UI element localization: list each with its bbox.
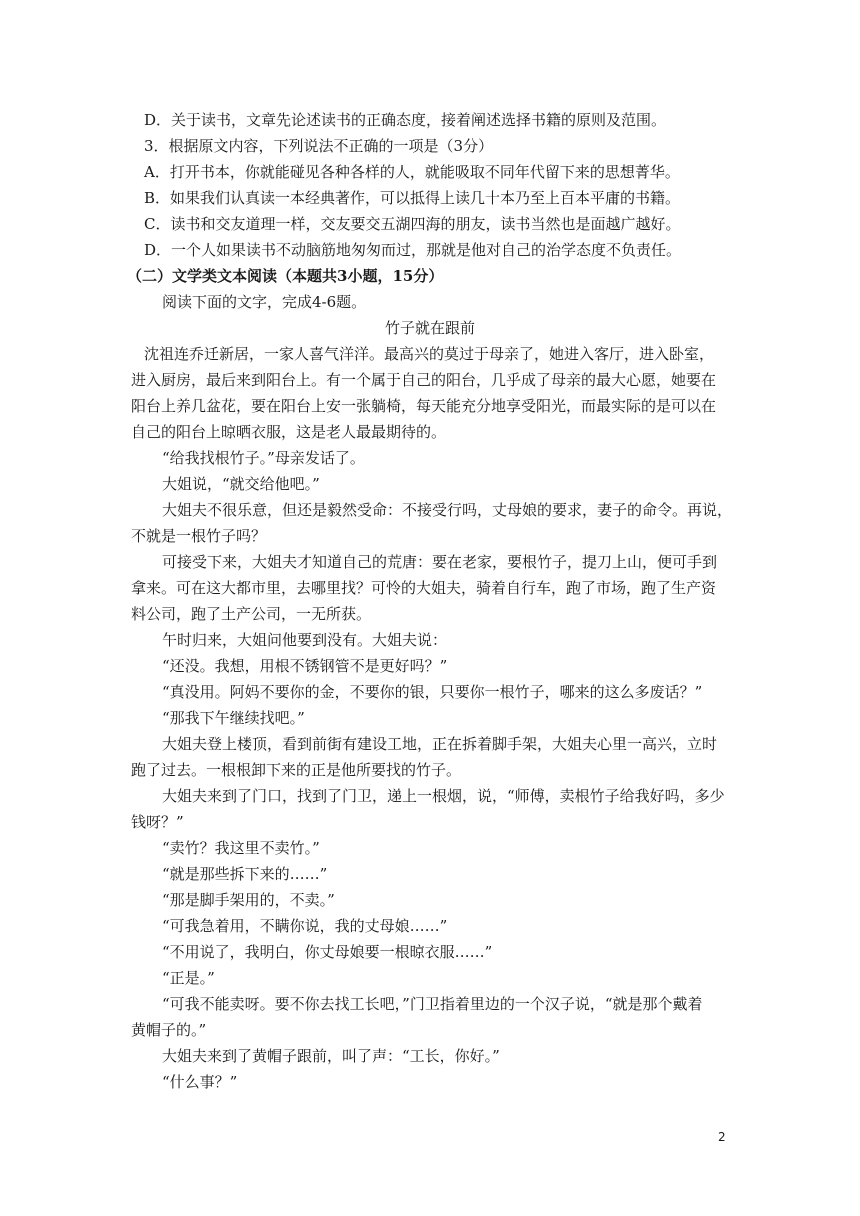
story-line: 大姐说，“就交给他吧。” (162, 475, 320, 493)
story-line: 拿来。可在这大都市里，去哪里找？可怜的大姐夫，骑着自行车，跑了市场，跑了生产资 (131, 579, 717, 597)
q3-option-d: D．一个人如果读书不动脑筋地匆匆而过，那就是他对自己的治学态度不负责任。 (144, 241, 682, 259)
story-line: 午时归来，大姐问他要到没有。大姐夫说： (162, 631, 448, 649)
story-line: “不用说了，我明白，你丈母娘要一根晾衣服……” (162, 943, 493, 961)
story-line: 进入厨房，最后来到阳台上。有一个属于自己的阳台，几乎成了母亲的最大心愿，她要在 (131, 371, 717, 389)
story-line: 钱呀？” (131, 813, 184, 831)
q3-option-b: B．如果我们认真读一本经典著作，可以抵得上读几十本乃至上百本平庸的书籍。 (144, 189, 681, 207)
story-line: “就是那些拆下来的……” (162, 865, 328, 883)
story-line: “给我找根竹子。”母亲发话了。 (162, 449, 365, 467)
story-line: 黄帽子的。” (131, 1021, 207, 1039)
story-line: “正是。” (162, 969, 215, 987)
story-line: 阳台上养几盆花，要在阳台上安一张躺椅，每天能充分地享受阳光，而最实际的是可以在 (131, 397, 717, 415)
story-title: 竹子就在跟前 (384, 319, 475, 337)
section-heading: （二）文学类文本阅读（本题共3小题，15分） (127, 267, 444, 285)
story-line: “那是脚手架用的，不卖。” (162, 891, 335, 909)
story-line: “什么事？” (162, 1073, 238, 1091)
story-line: 沈祖连乔迁新居，一家人喜气洋洋。最高兴的莫过于母亲了，她进入客厅，进入卧室， (144, 345, 715, 363)
story-line: 大姐夫不很乐意，但还是毅然受命：不接受行吗，丈母娘的要求，妻子的命令。再说， (162, 501, 733, 519)
story-line: 可接受下来，大姐夫才知道自己的荒唐：要在老家，要根竹子，提刀上山，便可手到 (162, 553, 718, 571)
story-line: 大姐夫登上楼顶，看到前街有建设工地，正在拆着脚手架，大姐夫心里一高兴，立时 (162, 735, 718, 753)
story-line: “还没。我想，用根不锈钢管不是更好吗？” (162, 657, 448, 675)
story-line: 跑了过去。一根根卸下来的正是他所要找的竹子。 (131, 761, 462, 779)
q2-option-d: D．关于读书，文章先论述读书的正确态度，接着阐述选择书籍的原则及范围。 (144, 111, 667, 129)
story-line: 自己的阳台上晾晒衣服，这是老人最最期待的。 (131, 423, 447, 441)
section-instruction: 阅读下面的文字，完成4-6题。 (162, 293, 367, 311)
story-line: 大姐夫来到了黄帽子跟前，叫了声：“工长，你好。” (162, 1047, 500, 1065)
story-line: 不就是一根竹子吗？ (131, 527, 267, 545)
story-line: 大姐夫来到了门口，找到了门卫，递上一根烟，说，“师傅，卖根竹子给我好吗，多少 (162, 787, 725, 805)
story-line: “可我不能卖呀。要不你去找工长吧，”门卫指着里边的一个汉子说，“就是那个戴着 (162, 995, 703, 1013)
q3-option-a: A．打开书本，你就能碰见各种各样的人，就能吸取不同年代留下来的思想菁华。 (144, 163, 680, 181)
story-line: 料公司，跑了土产公司，一无所获。 (131, 605, 372, 623)
story-line: “那我下午继续找吧。” (162, 709, 305, 727)
q3-stem: 3．根据原文内容，下列说法不正确的一项是（3分） (144, 137, 494, 155)
story-line: “卖竹？我这里不卖竹。” (162, 839, 320, 857)
story-line: “真没用。阿妈不要你的金，不要你的银，只要你一根竹子，哪来的这么多废话？” (162, 683, 703, 701)
page-number: 2 (718, 1130, 726, 1144)
q3-option-c: C．读书和交友道理一样，交友要交五湖四海的朋友，读书当然也是面越广越好。 (144, 215, 681, 233)
story-line: “可我急着用，不瞒你说，我的丈母娘……” (162, 917, 448, 935)
